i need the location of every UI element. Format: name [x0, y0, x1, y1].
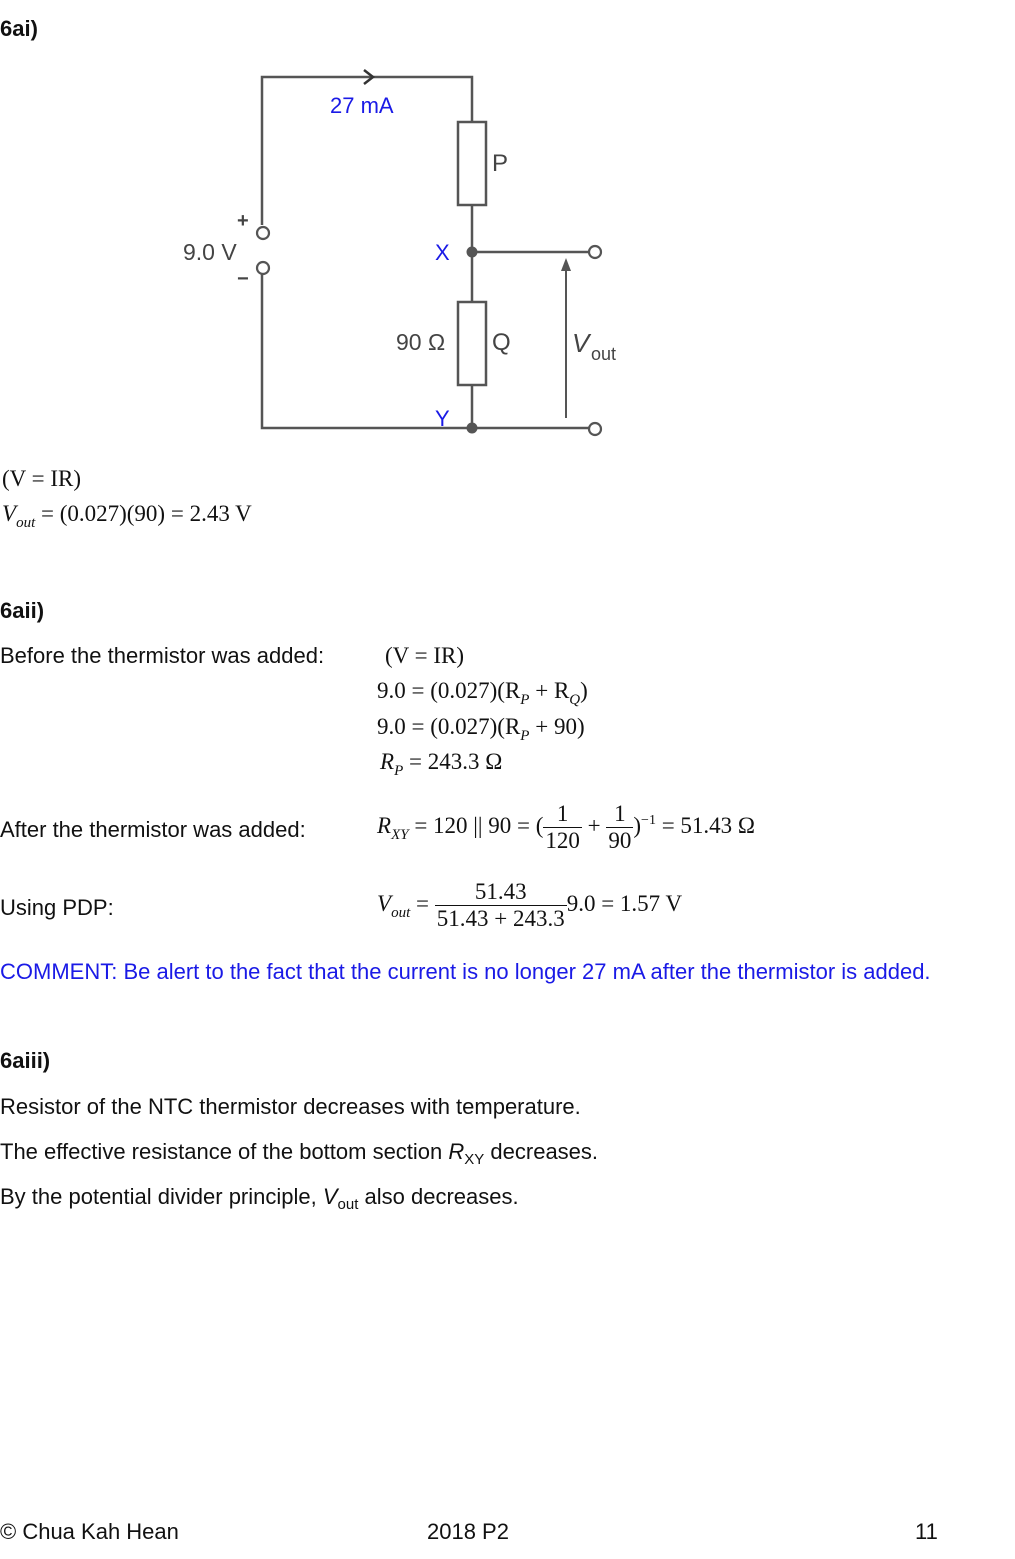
before-eq2: $9.0 = (0.027)(R_P + R_Q)$: [377, 678, 588, 708]
heading-6aii: 6aii): [0, 598, 45, 623]
terminal-plus: [257, 227, 269, 239]
label-q: Q: [492, 329, 511, 356]
label-p: P: [492, 150, 509, 177]
before-label: Before the thermistor was added:: [0, 643, 325, 668]
after-eq: $R_{XY} = 120$ || 90 = ( $\frac{1}{120}$ + $\frac{1}{90}$ )$^{-1}$ = 51.43 Ω: [377, 801, 756, 853]
label-supply: 9.0 V: [183, 239, 237, 265]
before-eq1: (V = IR): [385, 643, 464, 668]
terminal-minus: [257, 262, 269, 274]
footer-page: 11: [915, 1519, 938, 1544]
label-vout-sub: out: [591, 344, 617, 364]
after-label: After the thermistor was added:: [0, 817, 306, 842]
label-90-ohm: 90 Ω: [396, 329, 446, 355]
fraction-pdp: $\frac{51.43}{51.43 + 243.3}$: [436, 879, 565, 931]
circuit-diagram: [0, 0, 1015, 460]
aiii-line2: The effective resistance of the bottom section $R_{XY}$ decreases.: [0, 1139, 599, 1168]
fraction-1-120: $\frac{1}{120}$: [545, 801, 580, 853]
pdp-eq: $V_{out}$ = $\frac{51.43}{51.43 + 243.3}$ 9.0 = 1.57 V: [377, 879, 683, 931]
before-eq3: $9.0 = (0.027)(R_P + 90)$: [377, 714, 585, 744]
label-plus: +: [237, 210, 249, 232]
equation-vout: $V_{out} = (0.027)(90) = 2.43$ V: [2, 501, 252, 531]
heading-6ai: 6ai): [0, 16, 38, 41]
aiii-line1: Resistor of the NTC thermistor decreases with temperature.: [0, 1094, 581, 1119]
before-eq4: $R_P = 243.3$ Ω: [380, 749, 503, 779]
label-minus: −: [237, 268, 249, 290]
terminal-vout-bottom: [589, 423, 601, 435]
footer-author: © Chua Kah Hean: [0, 1519, 179, 1544]
pdp-label: Using PDP:: [0, 895, 114, 920]
footer-paper: 2018 P2: [427, 1519, 509, 1544]
fraction-1-90: $\frac{1}{90}$: [608, 801, 632, 853]
aiii-line3: By the potential divider principle, $V_{out}$ also decreases.: [0, 1184, 519, 1213]
heading-6aiii: 6aiii): [0, 1048, 51, 1073]
equation-v-ir: (V = IR): [2, 466, 81, 491]
node-y: [467, 423, 478, 434]
label-y: Y: [435, 406, 450, 431]
label-x: X: [435, 240, 450, 265]
terminal-vout-top: [589, 246, 601, 258]
resistor-q: [458, 302, 486, 385]
resistor-p: [458, 122, 486, 205]
comment: COMMENT: Be alert to the fact that the current is no longer 27 mA after the thermistor is added.: [0, 959, 931, 984]
label-vout-v: V: [572, 328, 590, 358]
node-x: [467, 247, 478, 258]
current-label: 27 mA: [330, 93, 394, 118]
